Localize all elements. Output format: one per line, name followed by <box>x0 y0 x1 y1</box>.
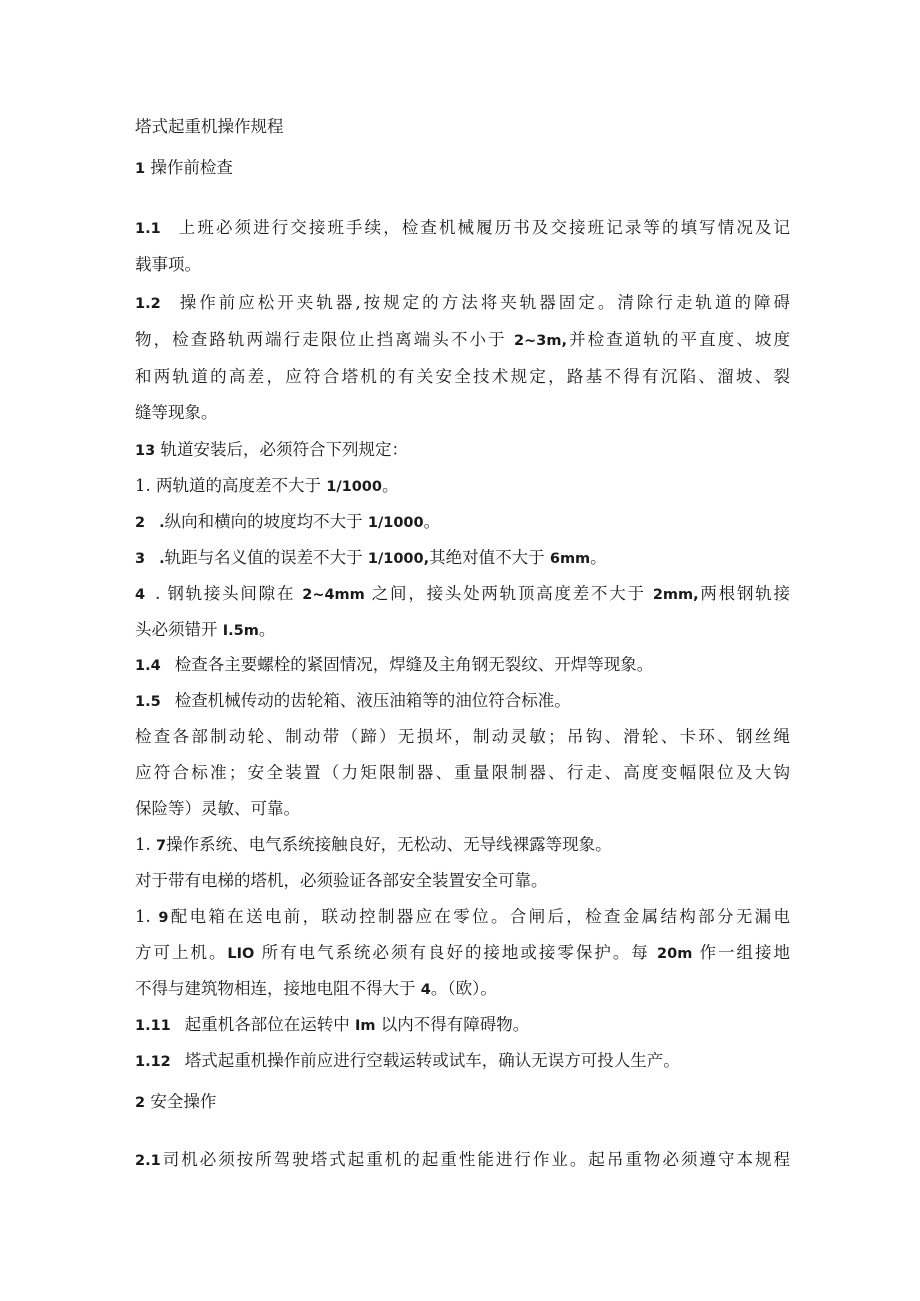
paragraph-1-6: 检查各部制动轮、制动带（蹄）无损坏，制动灵敏；吊钩、滑轮、卡环、钢丝绳 <box>135 727 790 746</box>
paragraph-1-5: 1.5 检查机械传动的齿轮箱、液压油箱等的油位符合标准。 <box>135 691 571 710</box>
paragraph-1-1-cont: 载事项。 <box>135 255 201 274</box>
paragraph-1-6-cont-1: 应符合标准；安全装置（力矩限制器、重量限制器、行走、高度变幅限位及大钩 <box>135 763 790 782</box>
paragraph-1-6-cont-2: 保险等）灵敏、可靠。 <box>135 799 300 818</box>
section-1-heading: 1 操作前检查 <box>135 158 233 177</box>
paragraph-1-11: 1.11 起重机各部位在运转中 Im 以内不得有障碍物。 <box>135 1015 530 1034</box>
paragraph-1-12: 1.12 塔式起重机操作前应进行空载运转或试车，确认无误方可投人生产。 <box>135 1051 680 1070</box>
paragraph-1-2-cont-1: 物，检查路轨两端行走限位止挡离端头不小于 2~3m,并检查道轨的平直度、坡度 <box>135 330 790 349</box>
paragraph-1-1: 1.1 上班必须进行交接班手续，检查机械履历书及交接班记录等的填写情况及记 <box>135 218 790 237</box>
section-2-heading: 2 安全操作 <box>135 1092 217 1111</box>
paragraph-2-1: 2.1司机必须按所驾驶塔式起重机的起重性能进行作业。起吊重物必须遵守本规程 <box>135 1150 790 1169</box>
paragraph-1-2-cont-2: 和两轨道的高差，应符合塔机的有关安全技术规定，路基不得有沉陷、溜坡、裂 <box>135 367 790 386</box>
rule-2: 2 .纵向和横向的坡度均不大于 1/1000。 <box>135 512 441 531</box>
rule-4-cont: 头必须错开 I.5m。 <box>135 620 276 639</box>
paragraph-1-8: 对于带有电梯的塔机，必须验证各部安全装置安全可靠。 <box>135 871 548 890</box>
rule-1: 1. 两轨道的高度差不大于 1/1000。 <box>135 476 399 495</box>
doc-title: 塔式起重机操作规程 <box>135 117 284 136</box>
paragraph-1-10: 方可上机。LIO 所有电气系统必须有良好的接地或接零保护。每 20m 作一组接地 <box>135 943 790 962</box>
paragraph-1-2-cont-3: 缝等现象。 <box>135 403 218 422</box>
paragraph-1-10-cont: 不得与建筑物相连，接地电阻不得大于 4。（欧）。 <box>135 979 497 998</box>
paragraph-1-9: 1. 9配电箱在送电前，联动控制器应在零位。合闸后，检查金属结构部分无漏电 <box>135 907 790 926</box>
paragraph-1-4: 1.4 检查各主要螺栓的紧固情况，焊缝及主角钢无裂纹、开焊等现象。 <box>135 655 654 674</box>
paragraph-1-7: 1. 7操作系统、电气系统接触良好，无松动、无导线裸露等现象。 <box>135 835 612 854</box>
paragraph-1-3: 13 轨道安装后，必须符合下列规定： <box>135 440 408 459</box>
rule-4: 4 . 钢轨接头间隙在 2~4mm 之间，接头处两轨顶高度差不大于 2mm,两根钢轨接 <box>135 584 790 603</box>
paragraph-1-2: 1.2 操作前应松开夹轨器,按规定的方法将夹轨器固定。清除行走轨道的障碍 <box>135 293 790 312</box>
rule-3: 3 .轨距与名义值的误差不大于 1/1000,其绝对值不大于 6mm。 <box>135 548 607 567</box>
